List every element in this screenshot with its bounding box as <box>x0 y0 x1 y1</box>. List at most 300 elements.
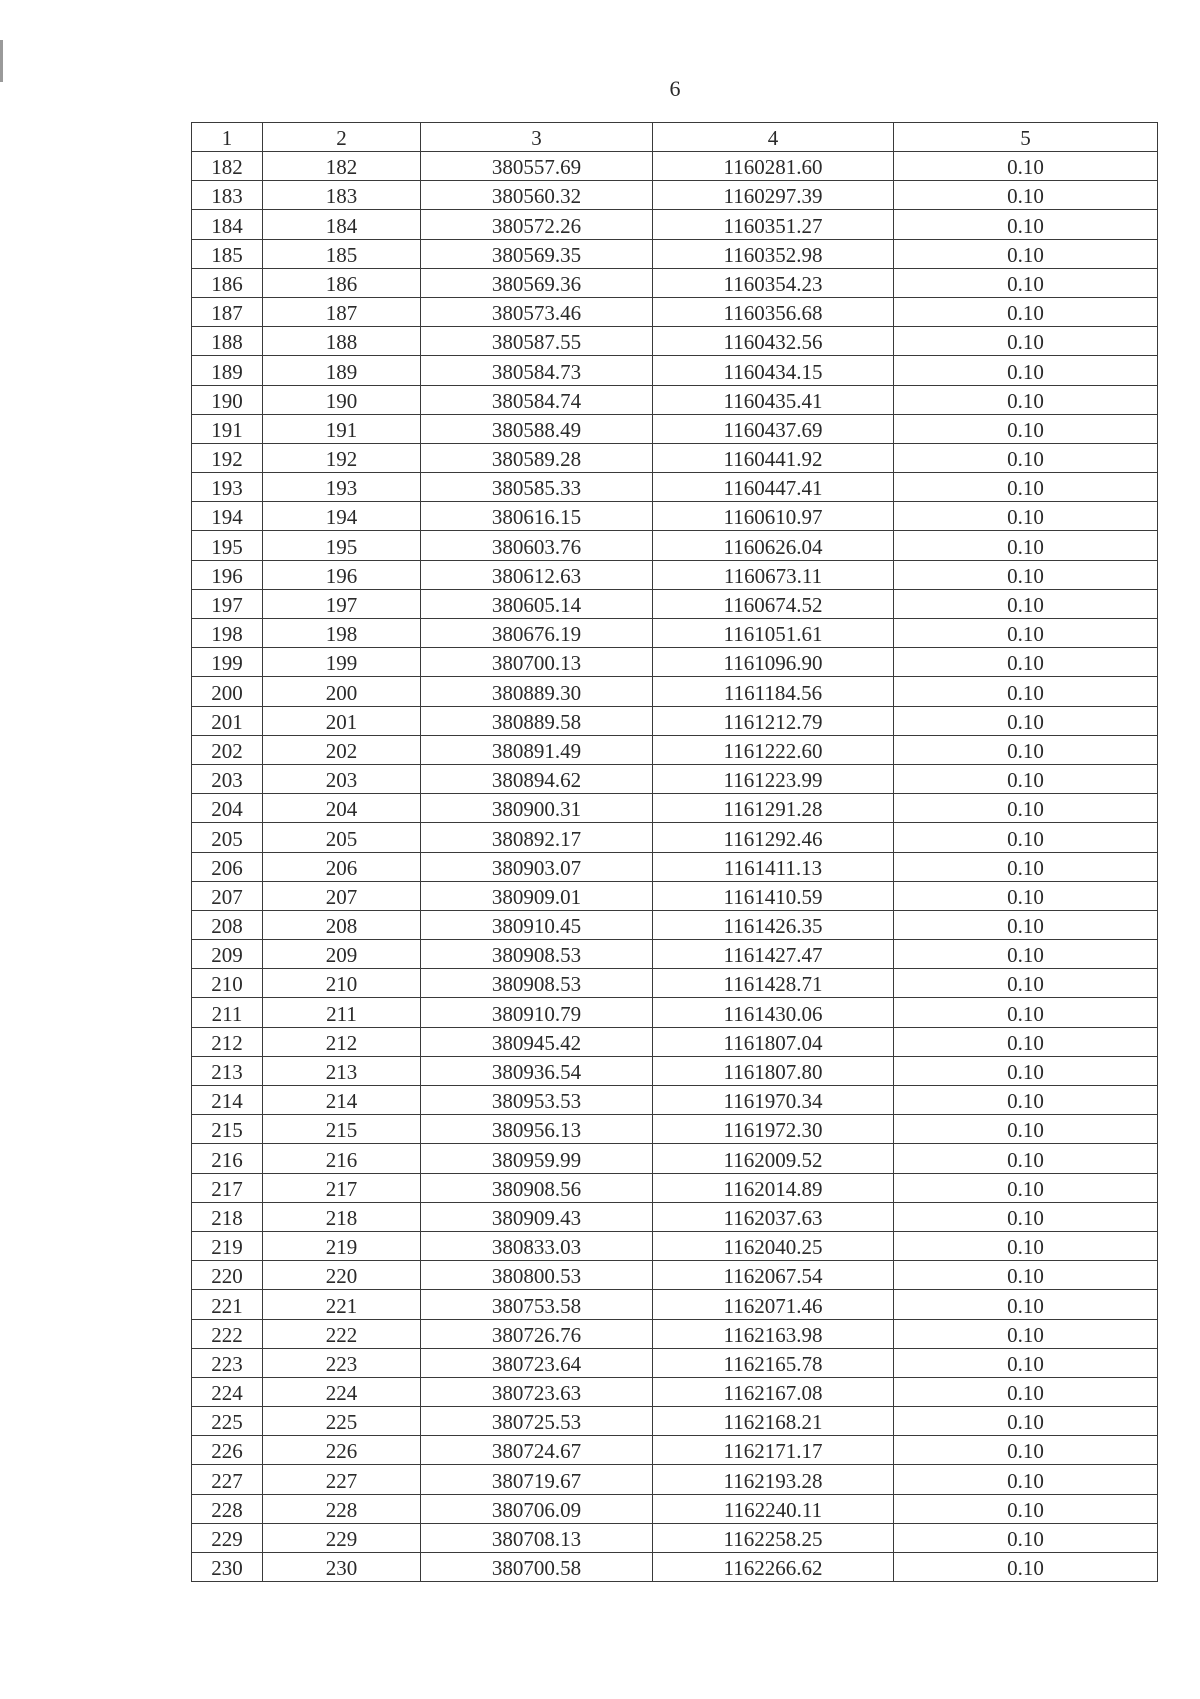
y-coordinate-cell: 1160674.52 <box>653 589 894 618</box>
y-coordinate-cell: 1161972.30 <box>653 1115 894 1144</box>
row-number-cell: 211 <box>192 998 263 1027</box>
point-number-cell: 213 <box>263 1056 421 1085</box>
error-value-cell: 0.10 <box>894 1494 1158 1523</box>
point-number-cell: 202 <box>263 735 421 764</box>
row-number-cell: 203 <box>192 764 263 793</box>
y-coordinate-cell: 1162009.52 <box>653 1144 894 1173</box>
point-number-cell: 182 <box>263 152 421 181</box>
row-number-cell: 199 <box>192 648 263 677</box>
point-number-cell: 196 <box>263 560 421 589</box>
x-coordinate-cell: 380726.76 <box>421 1319 653 1348</box>
row-number-cell: 189 <box>192 356 263 385</box>
y-coordinate-cell: 1162240.11 <box>653 1494 894 1523</box>
row-number-cell: 221 <box>192 1290 263 1319</box>
column-header: 5 <box>894 123 1158 152</box>
x-coordinate-cell: 380910.79 <box>421 998 653 1027</box>
row-number-cell: 185 <box>192 239 263 268</box>
table-row <box>192 531 1158 560</box>
error-value-cell: 0.10 <box>894 1377 1158 1406</box>
row-number-cell: 187 <box>192 297 263 326</box>
point-number-cell: 222 <box>263 1319 421 1348</box>
x-coordinate-cell: 380605.14 <box>421 589 653 618</box>
point-number-cell: 220 <box>263 1261 421 1290</box>
y-coordinate-cell: 1161807.80 <box>653 1056 894 1085</box>
point-number-cell: 225 <box>263 1407 421 1436</box>
table-row <box>192 414 1158 443</box>
row-number-cell: 229 <box>192 1523 263 1552</box>
column-header: 4 <box>653 123 894 152</box>
error-value-cell: 0.10 <box>894 1465 1158 1494</box>
x-coordinate-cell: 380908.53 <box>421 940 653 969</box>
error-value-cell: 0.10 <box>894 443 1158 472</box>
table-row <box>192 1144 1158 1173</box>
table-row <box>192 1377 1158 1406</box>
row-number-cell: 205 <box>192 823 263 852</box>
y-coordinate-cell: 1160435.41 <box>653 385 894 414</box>
x-coordinate-cell: 380889.30 <box>421 677 653 706</box>
point-number-cell: 209 <box>263 940 421 969</box>
error-value-cell: 0.10 <box>894 1319 1158 1348</box>
y-coordinate-cell: 1162167.08 <box>653 1377 894 1406</box>
row-number-cell: 191 <box>192 414 263 443</box>
error-value-cell: 0.10 <box>894 1348 1158 1377</box>
error-value-cell: 0.10 <box>894 1027 1158 1056</box>
y-coordinate-cell: 1162014.89 <box>653 1173 894 1202</box>
table-row <box>192 735 1158 764</box>
row-number-cell: 220 <box>192 1261 263 1290</box>
table-row <box>192 677 1158 706</box>
error-value-cell: 0.10 <box>894 1144 1158 1173</box>
table-row <box>192 940 1158 969</box>
table-row <box>192 764 1158 793</box>
table-row <box>192 1523 1158 1552</box>
error-value-cell: 0.10 <box>894 735 1158 764</box>
y-coordinate-cell: 1161427.47 <box>653 940 894 969</box>
error-value-cell: 0.10 <box>894 1056 1158 1085</box>
x-coordinate-cell: 380903.07 <box>421 852 653 881</box>
row-number-cell: 192 <box>192 443 263 472</box>
y-coordinate-cell: 1161212.79 <box>653 706 894 735</box>
point-number-cell: 217 <box>263 1173 421 1202</box>
table-header-row <box>192 123 1158 152</box>
table-row <box>192 852 1158 881</box>
table-row <box>192 443 1158 472</box>
row-number-cell: 206 <box>192 852 263 881</box>
error-value-cell: 0.10 <box>894 589 1158 618</box>
point-number-cell: 198 <box>263 619 421 648</box>
error-value-cell: 0.10 <box>894 502 1158 531</box>
x-coordinate-cell: 380700.58 <box>421 1553 653 1582</box>
table-row <box>192 502 1158 531</box>
row-number-cell: 186 <box>192 268 263 297</box>
x-coordinate-cell: 380889.58 <box>421 706 653 735</box>
row-number-cell: 200 <box>192 677 263 706</box>
table-row <box>192 268 1158 297</box>
error-value-cell: 0.10 <box>894 1086 1158 1115</box>
row-number-cell: 222 <box>192 1319 263 1348</box>
error-value-cell: 0.10 <box>894 998 1158 1027</box>
row-number-cell: 228 <box>192 1494 263 1523</box>
point-number-cell: 214 <box>263 1086 421 1115</box>
scan-edge-mark <box>0 40 3 82</box>
error-value-cell: 0.10 <box>894 1202 1158 1231</box>
y-coordinate-cell: 1160352.98 <box>653 239 894 268</box>
point-number-cell: 215 <box>263 1115 421 1144</box>
error-value-cell: 0.10 <box>894 764 1158 793</box>
row-number-cell: 198 <box>192 619 263 648</box>
point-number-cell: 192 <box>263 443 421 472</box>
x-coordinate-cell: 380584.73 <box>421 356 653 385</box>
row-number-cell: 216 <box>192 1144 263 1173</box>
table-row <box>192 1407 1158 1436</box>
table-row <box>192 1319 1158 1348</box>
table-row <box>192 297 1158 326</box>
y-coordinate-cell: 1162193.28 <box>653 1465 894 1494</box>
point-number-cell: 193 <box>263 473 421 502</box>
error-value-cell: 0.10 <box>894 706 1158 735</box>
x-coordinate-cell: 380959.99 <box>421 1144 653 1173</box>
row-number-cell: 202 <box>192 735 263 764</box>
point-number-cell: 189 <box>263 356 421 385</box>
y-coordinate-cell: 1160626.04 <box>653 531 894 560</box>
error-value-cell: 0.10 <box>894 473 1158 502</box>
row-number-cell: 227 <box>192 1465 263 1494</box>
row-number-cell: 215 <box>192 1115 263 1144</box>
point-number-cell: 184 <box>263 210 421 239</box>
error-value-cell: 0.10 <box>894 910 1158 939</box>
error-value-cell: 0.10 <box>894 1523 1158 1552</box>
y-coordinate-cell: 1161426.35 <box>653 910 894 939</box>
y-coordinate-cell: 1161222.60 <box>653 735 894 764</box>
table-row <box>192 1086 1158 1115</box>
table-row <box>192 910 1158 939</box>
x-coordinate-cell: 380892.17 <box>421 823 653 852</box>
row-number-cell: 219 <box>192 1231 263 1260</box>
y-coordinate-cell: 1162067.54 <box>653 1261 894 1290</box>
x-coordinate-cell: 380800.53 <box>421 1261 653 1290</box>
point-number-cell: 223 <box>263 1348 421 1377</box>
error-value-cell: 0.10 <box>894 356 1158 385</box>
x-coordinate-cell: 380585.33 <box>421 473 653 502</box>
row-number-cell: 204 <box>192 794 263 823</box>
x-coordinate-cell: 380908.53 <box>421 969 653 998</box>
row-number-cell: 223 <box>192 1348 263 1377</box>
y-coordinate-cell: 1162168.21 <box>653 1407 894 1436</box>
y-coordinate-cell: 1162163.98 <box>653 1319 894 1348</box>
y-coordinate-cell: 1161096.90 <box>653 648 894 677</box>
row-number-cell: 208 <box>192 910 263 939</box>
y-coordinate-cell: 1160434.15 <box>653 356 894 385</box>
point-number-cell: 205 <box>263 823 421 852</box>
y-coordinate-cell: 1161184.56 <box>653 677 894 706</box>
error-value-cell: 0.10 <box>894 297 1158 326</box>
table-row <box>192 589 1158 618</box>
table-row <box>192 823 1158 852</box>
y-coordinate-cell: 1161291.28 <box>653 794 894 823</box>
table-row <box>192 1290 1158 1319</box>
table-row <box>192 794 1158 823</box>
table-row <box>192 1202 1158 1231</box>
x-coordinate-cell: 380588.49 <box>421 414 653 443</box>
table-row <box>192 473 1158 502</box>
error-value-cell: 0.10 <box>894 327 1158 356</box>
error-value-cell: 0.10 <box>894 531 1158 560</box>
y-coordinate-cell: 1161411.13 <box>653 852 894 881</box>
table-row <box>192 1056 1158 1085</box>
y-coordinate-cell: 1160297.39 <box>653 181 894 210</box>
error-value-cell: 0.10 <box>894 969 1158 998</box>
error-value-cell: 0.10 <box>894 1553 1158 1582</box>
point-number-cell: 199 <box>263 648 421 677</box>
point-number-cell: 203 <box>263 764 421 793</box>
table-row <box>192 1494 1158 1523</box>
x-coordinate-cell: 380573.46 <box>421 297 653 326</box>
point-number-cell: 200 <box>263 677 421 706</box>
error-value-cell: 0.10 <box>894 823 1158 852</box>
x-coordinate-cell: 380909.43 <box>421 1202 653 1231</box>
y-coordinate-cell: 1160354.23 <box>653 268 894 297</box>
point-number-cell: 197 <box>263 589 421 618</box>
error-value-cell: 0.10 <box>894 619 1158 648</box>
error-value-cell: 0.10 <box>894 1290 1158 1319</box>
table-row <box>192 1231 1158 1260</box>
error-value-cell: 0.10 <box>894 648 1158 677</box>
x-coordinate-cell: 380569.36 <box>421 268 653 297</box>
x-coordinate-cell: 380753.58 <box>421 1290 653 1319</box>
error-value-cell: 0.10 <box>894 210 1158 239</box>
row-number-cell: 195 <box>192 531 263 560</box>
error-value-cell: 0.10 <box>894 239 1158 268</box>
y-coordinate-cell: 1161051.61 <box>653 619 894 648</box>
error-value-cell: 0.10 <box>894 1261 1158 1290</box>
table-row <box>192 385 1158 414</box>
page-number: 6 <box>669 76 681 101</box>
point-number-cell: 206 <box>263 852 421 881</box>
x-coordinate-cell: 380953.53 <box>421 1086 653 1115</box>
table-row <box>192 1115 1158 1144</box>
row-number-cell: 217 <box>192 1173 263 1202</box>
point-number-cell: 226 <box>263 1436 421 1465</box>
row-number-cell: 201 <box>192 706 263 735</box>
error-value-cell: 0.10 <box>894 881 1158 910</box>
y-coordinate-cell: 1161223.99 <box>653 764 894 793</box>
y-coordinate-cell: 1160281.60 <box>653 152 894 181</box>
x-coordinate-cell: 380557.69 <box>421 152 653 181</box>
row-number-cell: 196 <box>192 560 263 589</box>
y-coordinate-cell: 1162258.25 <box>653 1523 894 1552</box>
point-number-cell: 216 <box>263 1144 421 1173</box>
point-number-cell: 230 <box>263 1553 421 1582</box>
coordinates-table <box>191 122 1158 1582</box>
error-value-cell: 0.10 <box>894 1231 1158 1260</box>
row-number-cell: 183 <box>192 181 263 210</box>
x-coordinate-cell: 380908.56 <box>421 1173 653 1202</box>
x-coordinate-cell: 380910.45 <box>421 910 653 939</box>
y-coordinate-cell: 1160351.27 <box>653 210 894 239</box>
error-value-cell: 0.10 <box>894 1115 1158 1144</box>
y-coordinate-cell: 1162266.62 <box>653 1553 894 1582</box>
error-value-cell: 0.10 <box>894 268 1158 297</box>
x-coordinate-cell: 380706.09 <box>421 1494 653 1523</box>
table-row <box>192 1553 1158 1582</box>
row-number-cell: 218 <box>192 1202 263 1231</box>
y-coordinate-cell: 1160673.11 <box>653 560 894 589</box>
y-coordinate-cell: 1161292.46 <box>653 823 894 852</box>
y-coordinate-cell: 1161807.04 <box>653 1027 894 1056</box>
error-value-cell: 0.10 <box>894 677 1158 706</box>
point-number-cell: 229 <box>263 1523 421 1552</box>
table-row <box>192 181 1158 210</box>
x-coordinate-cell: 380894.62 <box>421 764 653 793</box>
row-number-cell: 212 <box>192 1027 263 1056</box>
error-value-cell: 0.10 <box>894 852 1158 881</box>
x-coordinate-cell: 380936.54 <box>421 1056 653 1085</box>
x-coordinate-cell: 380676.19 <box>421 619 653 648</box>
table-row <box>192 1261 1158 1290</box>
y-coordinate-cell: 1162165.78 <box>653 1348 894 1377</box>
error-value-cell: 0.10 <box>894 560 1158 589</box>
y-coordinate-cell: 1160437.69 <box>653 414 894 443</box>
point-number-cell: 186 <box>263 268 421 297</box>
point-number-cell: 224 <box>263 1377 421 1406</box>
row-number-cell: 184 <box>192 210 263 239</box>
x-coordinate-cell: 380909.01 <box>421 881 653 910</box>
x-coordinate-cell: 380584.74 <box>421 385 653 414</box>
point-number-cell: 185 <box>263 239 421 268</box>
table-row <box>192 648 1158 677</box>
table-row <box>192 1173 1158 1202</box>
x-coordinate-cell: 380603.76 <box>421 531 653 560</box>
error-value-cell: 0.10 <box>894 152 1158 181</box>
error-value-cell: 0.10 <box>894 1407 1158 1436</box>
table-row <box>192 152 1158 181</box>
error-value-cell: 0.10 <box>894 414 1158 443</box>
x-coordinate-cell: 380572.26 <box>421 210 653 239</box>
table-row <box>192 881 1158 910</box>
point-number-cell: 219 <box>263 1231 421 1260</box>
point-number-cell: 187 <box>263 297 421 326</box>
table-row <box>192 619 1158 648</box>
point-number-cell: 191 <box>263 414 421 443</box>
x-coordinate-cell: 380956.13 <box>421 1115 653 1144</box>
row-number-cell: 224 <box>192 1377 263 1406</box>
table-row <box>192 327 1158 356</box>
point-number-cell: 188 <box>263 327 421 356</box>
x-coordinate-cell: 380723.64 <box>421 1348 653 1377</box>
row-number-cell: 194 <box>192 502 263 531</box>
point-number-cell: 201 <box>263 706 421 735</box>
row-number-cell: 193 <box>192 473 263 502</box>
error-value-cell: 0.10 <box>894 385 1158 414</box>
row-number-cell: 197 <box>192 589 263 618</box>
row-number-cell: 230 <box>192 1553 263 1582</box>
table-row <box>192 210 1158 239</box>
row-number-cell: 210 <box>192 969 263 998</box>
x-coordinate-cell: 380589.28 <box>421 443 653 472</box>
error-value-cell: 0.10 <box>894 1173 1158 1202</box>
table-row <box>192 706 1158 735</box>
row-number-cell: 207 <box>192 881 263 910</box>
point-number-cell: 183 <box>263 181 421 210</box>
x-coordinate-cell: 380612.63 <box>421 560 653 589</box>
table-row <box>192 1465 1158 1494</box>
x-coordinate-cell: 380833.03 <box>421 1231 653 1260</box>
point-number-cell: 210 <box>263 969 421 998</box>
y-coordinate-cell: 1160432.56 <box>653 327 894 356</box>
point-number-cell: 204 <box>263 794 421 823</box>
table-row <box>192 969 1158 998</box>
x-coordinate-cell: 380616.15 <box>421 502 653 531</box>
table-row <box>192 560 1158 589</box>
y-coordinate-cell: 1162037.63 <box>653 1202 894 1231</box>
coordinates-table-body <box>192 123 1158 1582</box>
error-value-cell: 0.10 <box>894 181 1158 210</box>
y-coordinate-cell: 1162171.17 <box>653 1436 894 1465</box>
row-number-cell: 182 <box>192 152 263 181</box>
row-number-cell: 225 <box>192 1407 263 1436</box>
y-coordinate-cell: 1160610.97 <box>653 502 894 531</box>
point-number-cell: 207 <box>263 881 421 910</box>
x-coordinate-cell: 380587.55 <box>421 327 653 356</box>
point-number-cell: 212 <box>263 1027 421 1056</box>
x-coordinate-cell: 380700.13 <box>421 648 653 677</box>
column-header: 3 <box>421 123 653 152</box>
point-number-cell: 227 <box>263 1465 421 1494</box>
y-coordinate-cell: 1161410.59 <box>653 881 894 910</box>
y-coordinate-cell: 1160447.41 <box>653 473 894 502</box>
row-number-cell: 214 <box>192 1086 263 1115</box>
column-header: 1 <box>192 123 263 152</box>
table-row <box>192 998 1158 1027</box>
point-number-cell: 221 <box>263 1290 421 1319</box>
y-coordinate-cell: 1160441.92 <box>653 443 894 472</box>
x-coordinate-cell: 380560.32 <box>421 181 653 210</box>
point-number-cell: 190 <box>263 385 421 414</box>
x-coordinate-cell: 380725.53 <box>421 1407 653 1436</box>
y-coordinate-cell: 1161428.71 <box>653 969 894 998</box>
point-number-cell: 218 <box>263 1202 421 1231</box>
y-coordinate-cell: 1161430.06 <box>653 998 894 1027</box>
row-number-cell: 213 <box>192 1056 263 1085</box>
x-coordinate-cell: 380719.67 <box>421 1465 653 1494</box>
point-number-cell: 208 <box>263 910 421 939</box>
error-value-cell: 0.10 <box>894 1436 1158 1465</box>
row-number-cell: 188 <box>192 327 263 356</box>
table-row <box>192 356 1158 385</box>
row-number-cell: 190 <box>192 385 263 414</box>
table-row <box>192 1348 1158 1377</box>
point-number-cell: 228 <box>263 1494 421 1523</box>
row-number-cell: 226 <box>192 1436 263 1465</box>
column-header: 2 <box>263 123 421 152</box>
point-number-cell: 194 <box>263 502 421 531</box>
table-row <box>192 1436 1158 1465</box>
y-coordinate-cell: 1162071.46 <box>653 1290 894 1319</box>
table-row <box>192 239 1158 268</box>
x-coordinate-cell: 380945.42 <box>421 1027 653 1056</box>
x-coordinate-cell: 380723.63 <box>421 1377 653 1406</box>
y-coordinate-cell: 1160356.68 <box>653 297 894 326</box>
x-coordinate-cell: 380724.67 <box>421 1436 653 1465</box>
y-coordinate-cell: 1162040.25 <box>653 1231 894 1260</box>
error-value-cell: 0.10 <box>894 940 1158 969</box>
x-coordinate-cell: 380569.35 <box>421 239 653 268</box>
point-number-cell: 211 <box>263 998 421 1027</box>
x-coordinate-cell: 380900.31 <box>421 794 653 823</box>
row-number-cell: 209 <box>192 940 263 969</box>
x-coordinate-cell: 380708.13 <box>421 1523 653 1552</box>
error-value-cell: 0.10 <box>894 794 1158 823</box>
